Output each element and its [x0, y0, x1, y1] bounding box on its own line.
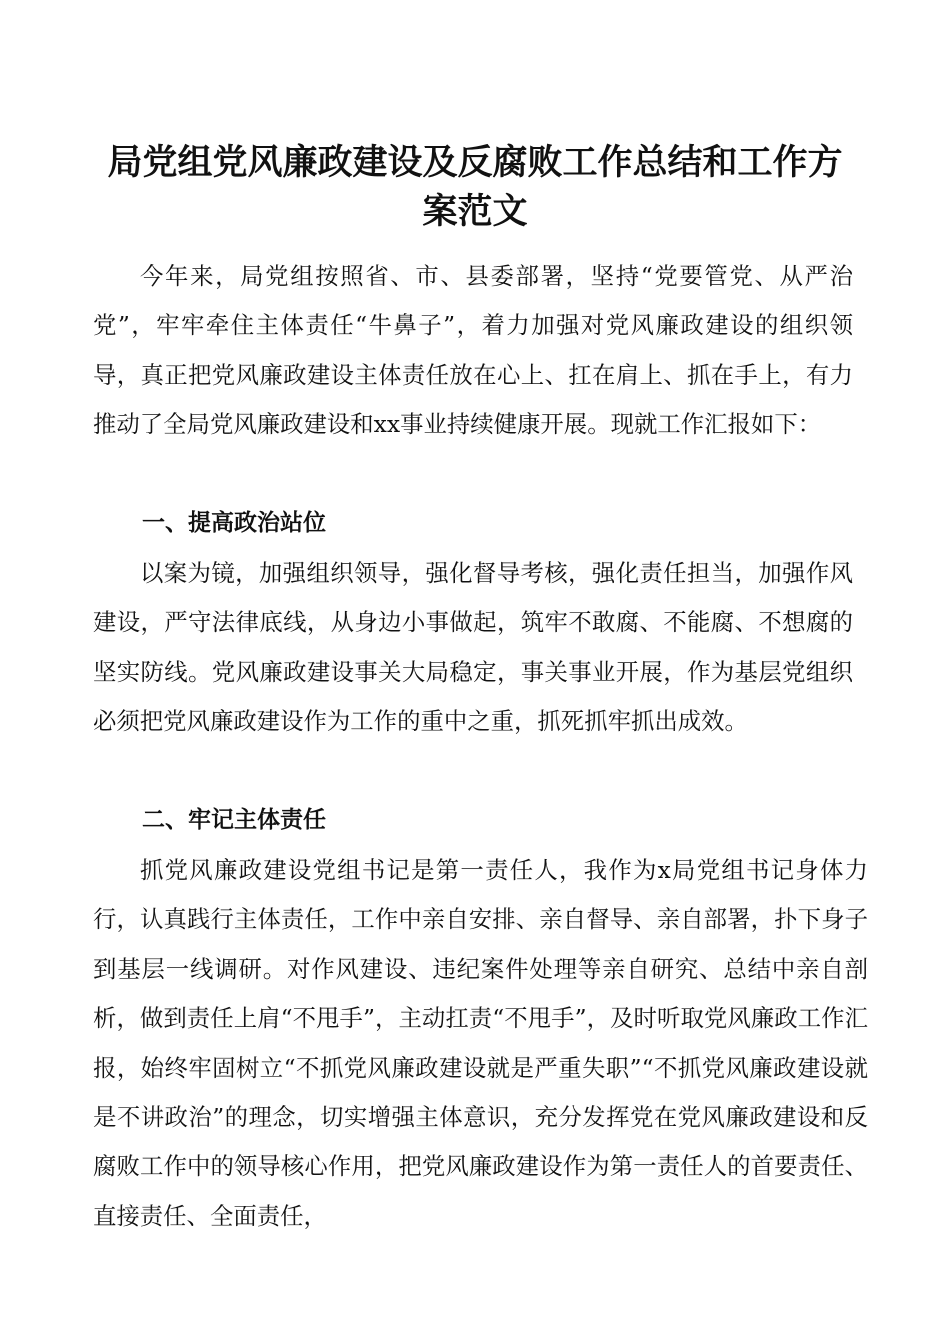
section-paragraph-2: 抓党风廉政建设党组书记是第一责任人，我作为x局党组书记身体力行，认真践行主体责任，工作中亲自安排、亲自督导、亲自部署，扑下身子到基层一线调研。对作风建设、违纪案件处理等亲自研究、总结中亲自剖析，做到责任上肩“不甩手”，主动扛责“不甩手”，及时听取党风廉政工作汇报，始终牢固树立“不抓党风廉政建设就是严重失职”“不抓党风廉政建设就是不讲政治”的理念，切实增强主体意识，充分发挥党在党风廉政建设和反腐败工作中的领导核心作用，把党风廉政建设作为第一责任人的首要责任、直接责任、全面责任， — [93, 856, 868, 1230]
section-heading-1: 一、提高政治站位 — [142, 510, 326, 536]
document-title-line-2: 案范文 — [422, 192, 528, 232]
section-paragraph-1: 以案为镜，加强组织领导，强化督导考核，强化责任担当，加强作风建设，严守法律底线，从身边小事做起，筑牢不敢腐、不能腐、不想腐的坚实防线。党风廉政建设事关大局稳定，事关事业开展，作为基层党组织必须把党风廉政建设作为工作的重中之重，抓死抓牢抓出成效。 — [93, 559, 853, 736]
document-title-line-1: 局党组党风廉政建设及反腐败工作总结和工作方 — [107, 143, 843, 183]
section-heading-2: 二、牢记主体责任 — [142, 807, 326, 833]
intro-paragraph: 今年来，局党组按照省、市、县委部署，坚持“党要管党、从严治党”，牢牢牵住主体责任“牛鼻子”，着力加强对党风廉政建设的组织领导，真正把党风廉政建设主体责任放在心上、扛在肩上、抓在手上，有力推动了全局党风廉政建设和xx事业持续健康开展。现就工作汇报如下： — [93, 262, 853, 439]
